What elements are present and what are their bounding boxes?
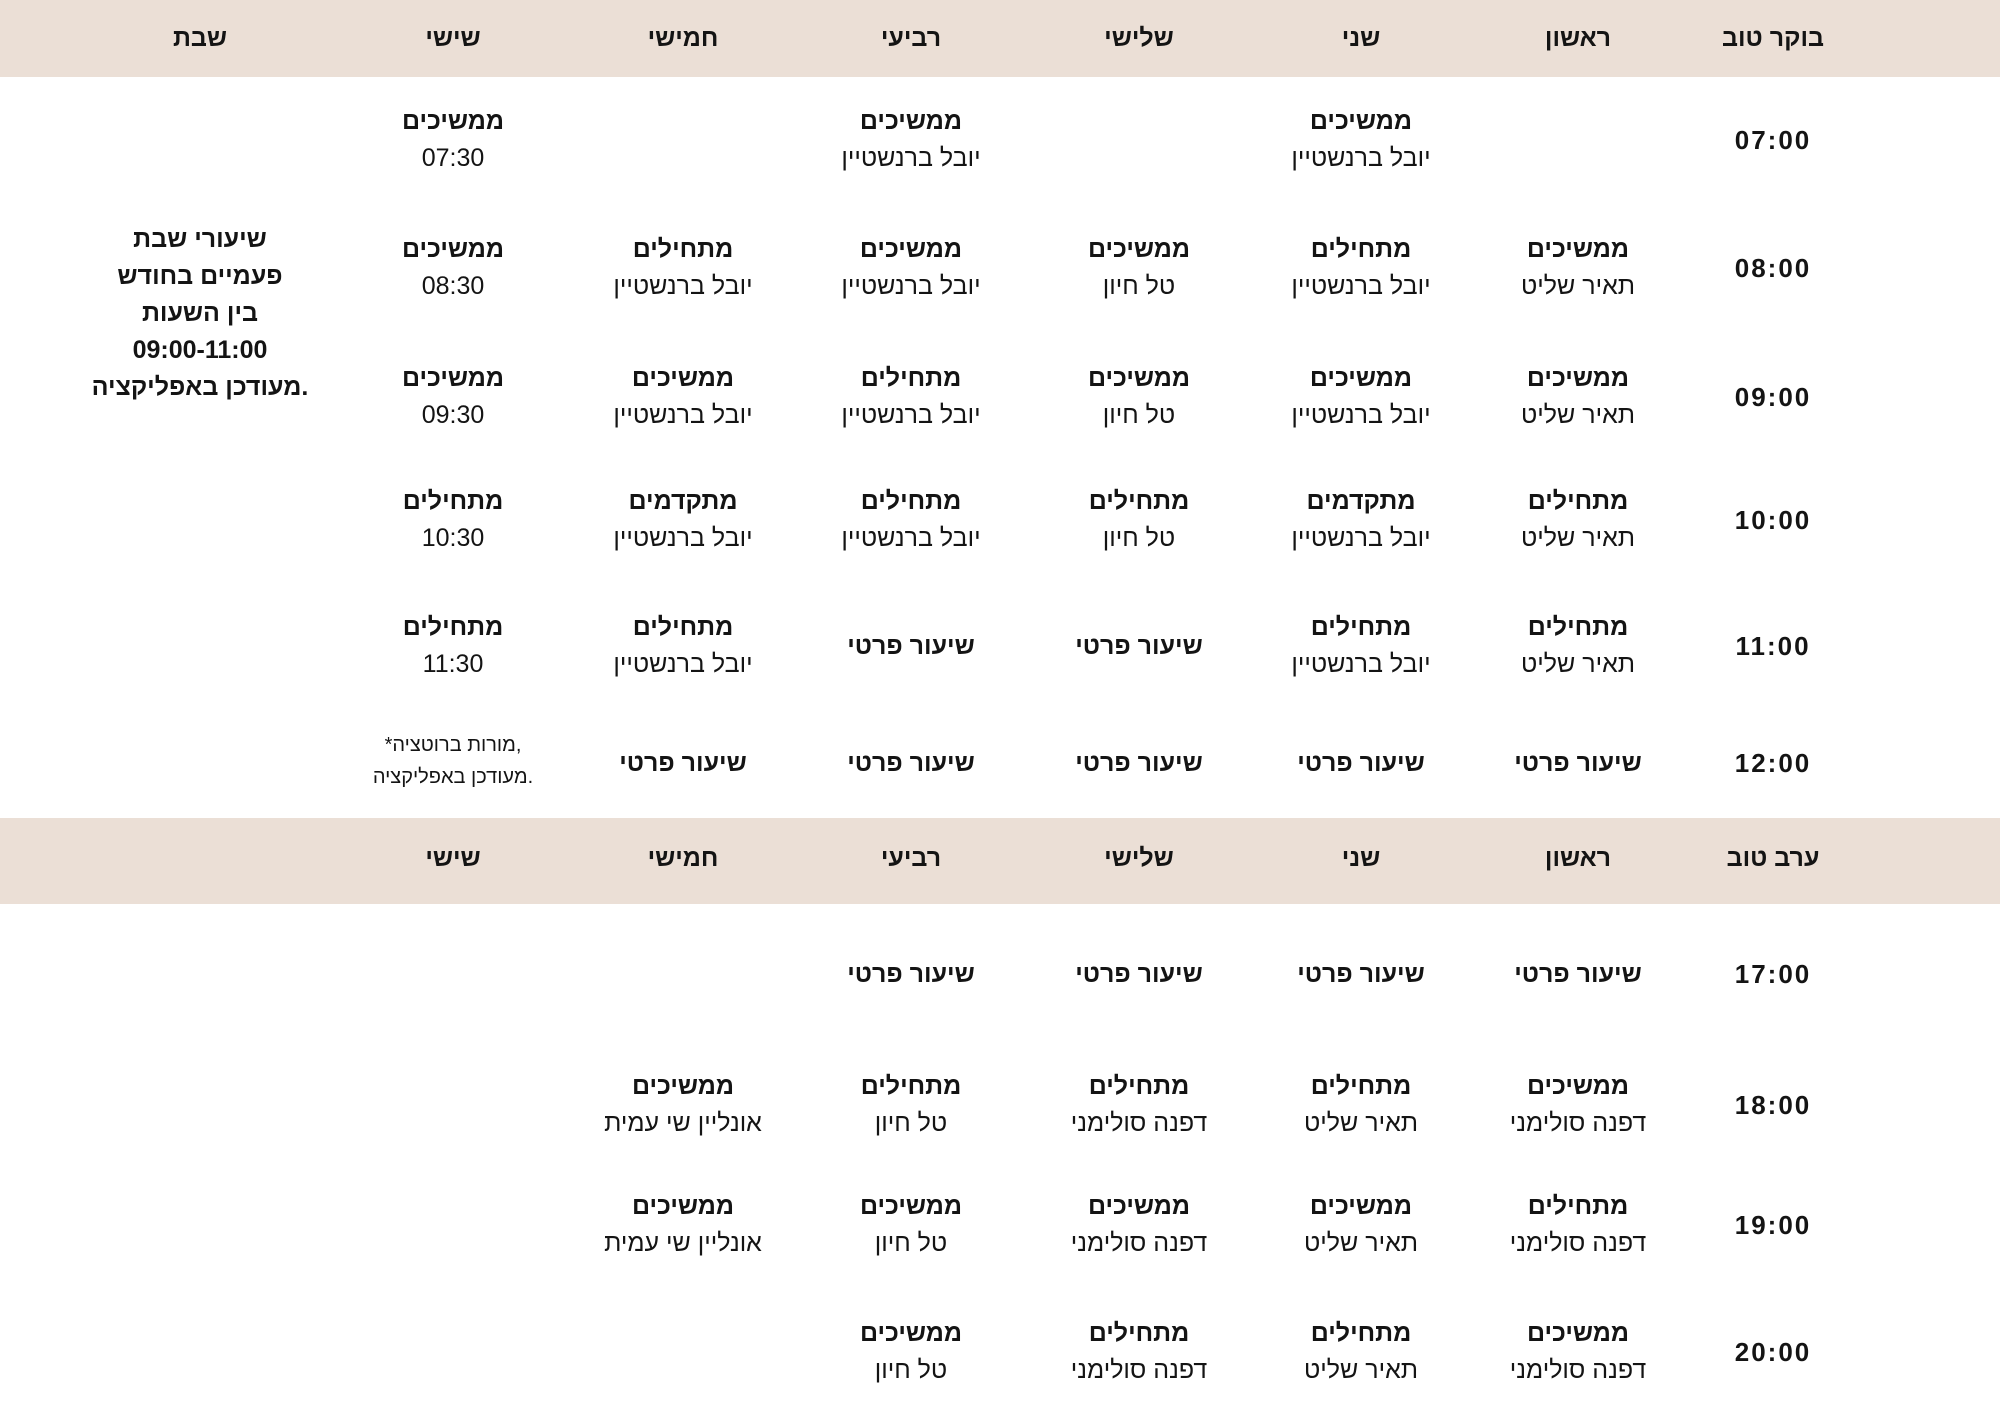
morning-class-slot-wednesday xyxy=(847,626,974,666)
morning-class-slot-sunday xyxy=(1514,743,1641,783)
class-level: מתחילים xyxy=(1088,1072,1190,1100)
evening-class-slot-tuesday xyxy=(1075,954,1202,994)
class-level: ממשיכים xyxy=(1526,1072,1630,1100)
morning-class-slot-wednesday xyxy=(841,360,980,434)
class-instructor: 08:30 xyxy=(421,272,485,300)
morning-class-slot-wednesday xyxy=(841,483,980,557)
class-level: מתחילים xyxy=(1088,487,1190,515)
class-level: מתחילים xyxy=(402,487,504,515)
morning-class-slot-sunday xyxy=(1521,231,1635,305)
evening-class-slot-sunday xyxy=(1514,954,1641,994)
class-level: ממשיכים xyxy=(859,235,963,263)
class-level: ממשיכים xyxy=(1087,364,1191,392)
class-level: מתחילים xyxy=(632,235,734,263)
evening-time-label: 18:00 xyxy=(1734,1090,1812,1120)
class-level: שיעור פרטי xyxy=(1075,749,1203,777)
morning-header-band xyxy=(0,0,2000,77)
class-instructor: אונליין שי עמית xyxy=(604,1109,762,1137)
evening-header-band xyxy=(0,818,2000,904)
class-level: שיעור פרטי xyxy=(1075,632,1203,660)
morning-class-slot-thursday xyxy=(613,483,752,557)
class-instructor: 10:30 xyxy=(421,524,485,552)
class-instructor: יובל ברנשטיין xyxy=(841,401,981,429)
evening-class-slot-wednesday xyxy=(847,954,974,994)
evening-class-slot-thursday xyxy=(604,1188,762,1262)
shabbat-note-line: 09:00-11:00 xyxy=(132,336,268,364)
morning-class-slot-tuesday xyxy=(1088,360,1190,434)
class-level: שיעור פרטי xyxy=(847,632,975,660)
evening-class-slot-sunday xyxy=(1510,1315,1646,1389)
morning-class-slot-tuesday xyxy=(1089,483,1190,557)
evening-class-slot-tuesday xyxy=(1071,1068,1207,1142)
morning-class-slot-thursday xyxy=(613,360,752,434)
morning-class-slot-thursday xyxy=(619,743,746,783)
morning-header-monday: שני xyxy=(1341,24,1381,52)
class-instructor: יובל ברנשטיין xyxy=(1291,272,1431,300)
class-level: ממשיכים xyxy=(1087,1192,1191,1220)
class-level: שיעור פרטי xyxy=(1075,960,1203,988)
shabbat-note-line: מעודכן באפליקציה. xyxy=(91,373,309,401)
morning-class-slot-monday xyxy=(1291,103,1430,177)
class-instructor: 11:30 xyxy=(422,650,484,678)
class-level: ממשיכים xyxy=(1526,235,1630,263)
class-instructor: טל חיון xyxy=(874,1229,948,1257)
morning-time-label: 11:00 xyxy=(1735,631,1811,661)
class-level: שיעור פרטי xyxy=(1297,960,1425,988)
morning-header-thursday: חמישי xyxy=(647,24,719,52)
class-instructor: יובל ברנשטיין xyxy=(613,524,753,552)
evening-class-slot-sunday xyxy=(1510,1068,1646,1142)
morning-class-slot-tuesday xyxy=(1088,231,1190,305)
class-level: מתחילים xyxy=(402,613,504,641)
class-instructor: דפנה סולימני xyxy=(1509,1356,1647,1384)
morning-class-slot-friday xyxy=(403,609,504,683)
evening-class-slot-monday xyxy=(1304,1068,1418,1142)
class-instructor: תאיר שליט xyxy=(1520,272,1636,300)
class-level: מתחילים xyxy=(860,1072,962,1100)
class-level: ממשיכים xyxy=(401,107,505,135)
class-instructor: דפנה סולימני xyxy=(1070,1109,1208,1137)
class-level: מתחילים xyxy=(860,487,962,515)
class-level: מתקדמים xyxy=(628,487,738,515)
class-instructor: תאיר שליט xyxy=(1303,1356,1419,1384)
evening-class-slot-monday xyxy=(1297,954,1424,994)
class-level: מתחילים xyxy=(632,613,734,641)
class-instructor: יובל ברנשטיין xyxy=(841,144,981,172)
class-instructor: תאיר שליט xyxy=(1303,1109,1419,1137)
friday-note-line: מעודכן באפליקציה. xyxy=(372,766,534,788)
evening-header-friday: שישי xyxy=(425,844,481,872)
morning-class-slot-wednesday xyxy=(841,231,980,305)
morning-header-saturday: שבת xyxy=(172,24,228,52)
class-level: ממשיכים xyxy=(859,1319,963,1347)
class-level: ממשיכים xyxy=(859,107,963,135)
evening-header-sunday: ראשון xyxy=(1544,844,1612,872)
evening-class-slot-wednesday xyxy=(860,1188,962,1262)
evening-class-slot-thursday xyxy=(604,1068,762,1142)
class-level: ממשיכים xyxy=(631,1192,735,1220)
class-level: מתחילים xyxy=(860,364,962,392)
evening-header-monday: שני xyxy=(1341,844,1381,872)
class-instructor: תאיר שליט xyxy=(1520,650,1636,678)
morning-time-label: 10:00 xyxy=(1734,505,1812,535)
class-instructor: יובל ברנשטיין xyxy=(841,272,981,300)
class-level: ממשיכים xyxy=(401,235,505,263)
morning-time-label: 09:00 xyxy=(1734,382,1812,412)
morning-class-slot-monday xyxy=(1291,609,1430,683)
evening-time-label: 19:00 xyxy=(1734,1210,1812,1240)
morning-class-slot-sunday xyxy=(1521,483,1635,557)
shabbat-note-line: בין השעות xyxy=(141,299,258,327)
class-level: ממשיכים xyxy=(859,1192,963,1220)
morning-header-friday: שישי xyxy=(425,24,481,52)
morning-class-slot-monday xyxy=(1291,483,1430,557)
class-level: שיעור פרטי xyxy=(847,960,975,988)
class-instructor: יובל ברנשטיין xyxy=(1291,524,1431,552)
friday-note-line: *מורות ברוטציה, xyxy=(384,734,522,756)
morning-class-slot-wednesday xyxy=(847,743,974,783)
evening-class-slot-tuesday xyxy=(1071,1188,1207,1262)
class-instructor: תאיר שליט xyxy=(1303,1229,1419,1257)
morning-class-slot-monday xyxy=(1291,231,1430,305)
class-level: מתחילים xyxy=(1310,235,1412,263)
shabbat-note xyxy=(92,221,309,406)
class-level: ממשיכים xyxy=(1087,235,1191,263)
class-instructor: טל חיון xyxy=(1102,272,1176,300)
evening-class-slot-monday xyxy=(1304,1315,1418,1389)
class-level: מתחילים xyxy=(1310,1319,1412,1347)
class-instructor: יובל ברנשטיין xyxy=(1291,401,1431,429)
class-level: ממשיכים xyxy=(1309,1192,1413,1220)
class-level: מתחילים xyxy=(1527,1192,1629,1220)
evening-class-slot-monday xyxy=(1304,1188,1418,1262)
evening-class-slot-wednesday xyxy=(861,1068,962,1142)
class-level: מתחילים xyxy=(1088,1319,1190,1347)
class-level: מתחילים xyxy=(1527,613,1629,641)
class-instructor: תאיר שליט xyxy=(1520,524,1636,552)
class-level: שיעור פרטי xyxy=(847,749,975,777)
class-level: ממשיכים xyxy=(401,364,505,392)
class-instructor: יובל ברנשטיין xyxy=(613,650,753,678)
evening-header-thursday: חמישי xyxy=(647,844,719,872)
morning-class-slot-friday xyxy=(402,103,504,177)
morning-class-slot-friday xyxy=(402,360,504,434)
morning-class-slot-wednesday xyxy=(841,103,980,177)
class-level: ממשיכים xyxy=(631,1072,735,1100)
evening-header-wednesday: רביעי xyxy=(880,844,942,872)
morning-time-label: 07:00 xyxy=(1734,125,1812,155)
shabbat-note-line: שיעורי שבת xyxy=(133,225,267,253)
morning-time-label: 12:00 xyxy=(1734,748,1812,778)
class-instructor: טל חיון xyxy=(874,1356,948,1384)
class-level: שיעור פרטי xyxy=(1297,749,1425,777)
class-level: שיעור פרטי xyxy=(619,749,747,777)
class-level: ממשיכים xyxy=(1526,364,1630,392)
class-level: מתחילים xyxy=(1310,1072,1412,1100)
morning-class-slot-sunday xyxy=(1521,360,1635,434)
class-instructor: תאיר שליט xyxy=(1520,401,1636,429)
class-instructor: דפנה סולימני xyxy=(1070,1229,1208,1257)
class-instructor: דפנה סולימני xyxy=(1509,1109,1647,1137)
morning-class-slot-monday xyxy=(1291,360,1430,434)
morning-header-time: בוקר טוב xyxy=(1722,24,1824,52)
class-instructor: יובל ברנשטיין xyxy=(841,524,981,552)
morning-class-slot-sunday xyxy=(1521,609,1635,683)
class-level: ממשיכים xyxy=(1526,1319,1630,1347)
class-level: שיעור פרטי xyxy=(1514,749,1642,777)
morning-class-slot-friday xyxy=(402,231,504,305)
class-level: ממשיכים xyxy=(1309,364,1413,392)
class-level: מתחילים xyxy=(1527,487,1629,515)
morning-header-wednesday: רביעי xyxy=(880,24,942,52)
class-instructor: אונליין שי עמית xyxy=(604,1229,762,1257)
class-level: מתחילים xyxy=(1310,613,1412,641)
morning-class-slot-monday xyxy=(1297,743,1424,783)
class-instructor: יובל ברנשטיין xyxy=(1291,650,1431,678)
evening-time-label: 17:00 xyxy=(1734,959,1812,989)
morning-class-slot-tuesday xyxy=(1075,743,1202,783)
class-instructor: טל חיון xyxy=(1102,524,1176,552)
morning-header-sunday: ראשון xyxy=(1544,24,1612,52)
class-instructor: יובל ברנשטיין xyxy=(613,401,753,429)
morning-class-slot-thursday xyxy=(613,231,752,305)
class-instructor: יובל ברנשטיין xyxy=(613,272,753,300)
morning-class-slot-thursday xyxy=(613,609,752,683)
evening-header-time: ערב טוב xyxy=(1726,844,1820,872)
class-instructor: 07:30 xyxy=(421,144,485,172)
class-level: ממשיכים xyxy=(1309,107,1413,135)
class-level: מתקדמים xyxy=(1306,487,1416,515)
class-instructor: 09:30 xyxy=(421,401,485,429)
evening-class-slot-sunday xyxy=(1510,1188,1646,1262)
friday-rotation-note xyxy=(373,729,533,793)
class-instructor: טל חיון xyxy=(874,1109,948,1137)
evening-class-slot-tuesday xyxy=(1071,1315,1207,1389)
morning-header-tuesday: שלישי xyxy=(1104,24,1174,52)
class-instructor: דפנה סולימני xyxy=(1509,1229,1647,1257)
class-instructor: דפנה סולימני xyxy=(1070,1356,1208,1384)
morning-class-slot-tuesday xyxy=(1075,626,1202,666)
morning-class-slot-friday xyxy=(403,483,504,557)
morning-time-label: 08:00 xyxy=(1734,253,1812,283)
evening-header-tuesday: שלישי xyxy=(1104,844,1174,872)
evening-time-label: 20:00 xyxy=(1734,1337,1812,1367)
shabbat-note-line: פעמיים בחודש xyxy=(117,262,283,290)
class-level: שיעור פרטי xyxy=(1514,960,1642,988)
evening-class-slot-wednesday xyxy=(860,1315,962,1389)
class-instructor: טל חיון xyxy=(1102,401,1176,429)
class-instructor: יובל ברנשטיין xyxy=(1291,144,1431,172)
class-level: ממשיכים xyxy=(631,364,735,392)
